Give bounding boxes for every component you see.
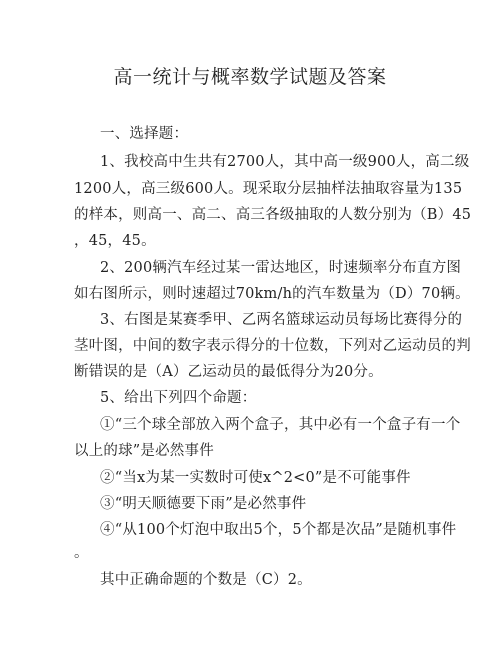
question-3-line-2: 茎叶图，中间的数字表示得分的十位数，下列对乙运动员的判	[74, 338, 471, 354]
document-title: 高一统计与概率数学试题及答案	[113, 66, 387, 88]
proposition-2: ②“当x为某一实数时可使x^2<0”是不可能事件	[100, 470, 411, 486]
proposition-4-line-1: ④“从100个灯泡中取出5个，5个都是次品”是随机事件	[100, 522, 457, 538]
question-1-line-2: 1200人，高三级600人。现采取分层抽样法抽取容量为135	[74, 181, 463, 197]
question-5-line-1: 5、给出下列四个命题：	[100, 390, 257, 406]
question-1-line-3: 的样本，则高一、高二、高三各级抽取的人数分别为（B）45	[74, 207, 472, 223]
question-5-answer: 其中正确命题的个数是（C）2。	[100, 572, 312, 588]
question-2-line-2: 如右图所示，则时速超过70km/h的汽车数量为（D）70辆。	[74, 286, 470, 302]
question-2-line-1: 2、200辆汽车经过某一雷达地区，时速频率分布直方图	[100, 260, 462, 276]
question-3-line-1: 3、右图是某赛季甲、乙两名篮球运动员每场比赛得分的	[100, 312, 463, 328]
proposition-1-line-1: ①“三个球全部放入两个盒子，其中必有一个盒子有一个	[100, 417, 461, 433]
proposition-3: ③“明天顺德要下雨”是必然事件	[100, 496, 307, 512]
question-1-line-1: 1、我校高中生共有2700人，其中高一级900人，高二级	[100, 154, 470, 170]
question-3-line-3: 断错误的是（A）乙运动员的最低得分为20分。	[74, 364, 383, 380]
proposition-1-line-2: 以上的球”是必然事件	[74, 443, 214, 459]
question-1-line-4: ，45，45。	[74, 233, 156, 249]
proposition-4-line-2: 。	[74, 545, 89, 561]
section-heading: 一、选择题：	[100, 126, 189, 142]
